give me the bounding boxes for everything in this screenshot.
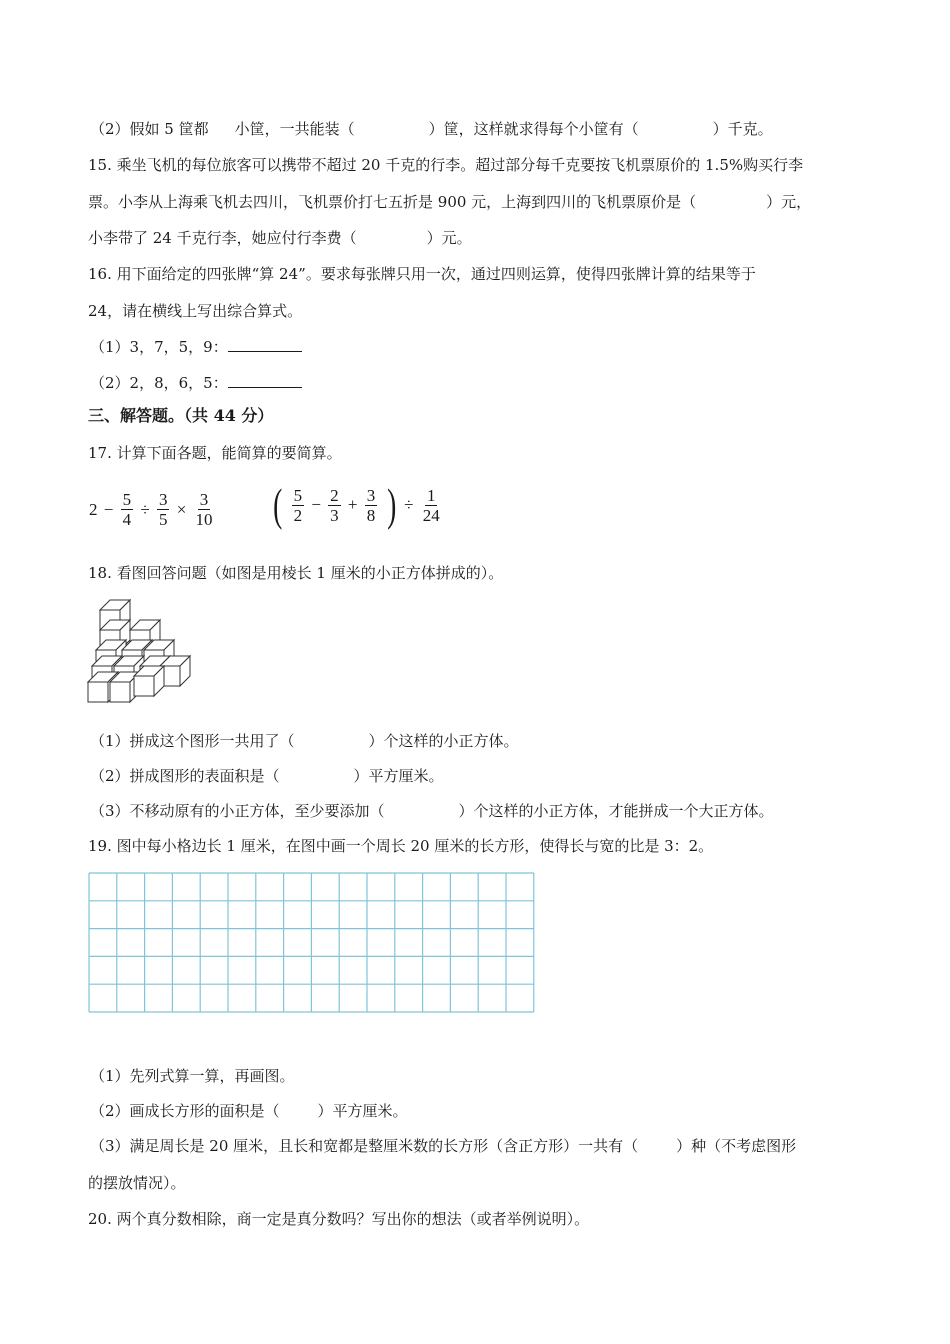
q14-part2 bbox=[90, 119, 773, 139]
q15-line-1: 15. 乘坐飞机的每位旅客可以携带不超过 20 千克的行李。超过部分每千克要按飞机票原价的 1.5%购买行李 bbox=[88, 156, 804, 174]
q20-text: 20. 两个真分数相除，商一定是真分数吗？写出你的想法（或者举例说明）。 bbox=[88, 1210, 590, 1228]
expr1-f2-num: 3 bbox=[158, 490, 168, 509]
expr2-divide: ÷ bbox=[404, 495, 414, 514]
expr2-plus: + bbox=[347, 495, 358, 514]
q19-p2-text-a: （2）画成长方形的面积是（ bbox=[90, 1102, 280, 1120]
expr2-f4-den: 24 bbox=[422, 505, 440, 525]
expr2-f3-den: 8 bbox=[366, 505, 376, 525]
q19-part3-cont: 的摆放情况）。 bbox=[88, 1174, 186, 1192]
q19-p3-text-b: ）种（不考虑图形 bbox=[676, 1137, 797, 1155]
q14-text-b: 小筐，一共能装（ bbox=[234, 120, 355, 138]
q18-p3-text-b: ）个这样的小正方体，才能拼成一个大正方体。 bbox=[458, 802, 774, 820]
q14-text-d: ）千克。 bbox=[712, 120, 773, 138]
expr1-divide: ÷ bbox=[140, 499, 150, 519]
q17-expression-2 bbox=[270, 479, 444, 530]
q18-p3-text-a: （3）不移动原有的小正方体，至少要添加（ bbox=[90, 802, 385, 820]
expr2-f2-num: 2 bbox=[330, 485, 339, 505]
q16-line-2: 24，请在横线上写出综合算式。 bbox=[88, 302, 303, 320]
expr1-f1-num: 5 bbox=[122, 490, 132, 509]
section-3-title: 三、解答题。（共 44 分） bbox=[88, 406, 274, 425]
q18-p2-text-a: （2）拼成图形的表面积是（ bbox=[90, 767, 280, 785]
q15-line-2 bbox=[88, 192, 811, 212]
q17-text: 17. 计算下面各题，能简算的要简算。 bbox=[88, 444, 342, 462]
q16-part1 bbox=[90, 337, 302, 357]
cube-stack-figure bbox=[84, 592, 194, 704]
expr2-fraction-1 bbox=[292, 486, 305, 525]
q19-p3-text-a: （3）满足周长是 20 厘米，且长和宽都是整厘米数的长方形（含正方形）一共有（ bbox=[90, 1137, 639, 1155]
q15-text-d: ）元。 bbox=[426, 229, 472, 247]
expr1-minus: − bbox=[103, 499, 114, 519]
expr2-right-paren: ) bbox=[386, 479, 396, 530]
q18-p1-text-a: （1）拼成这个图形一共用了（ bbox=[90, 732, 295, 750]
q15-line-3 bbox=[88, 228, 472, 248]
q15-text-c: 小李带了 24 千克行李，她应付行李费（ bbox=[88, 229, 357, 247]
expr1-f3-num: 3 bbox=[199, 490, 209, 509]
expr2-f3-num: 3 bbox=[366, 485, 376, 505]
expr1-times: × bbox=[176, 499, 187, 519]
q16-p2-text: （2）2，8，6，5： bbox=[90, 374, 228, 392]
square-grid[interactable] bbox=[88, 872, 536, 1014]
q18-part3 bbox=[90, 801, 774, 821]
q18-p2-text-b: ）平方厘米。 bbox=[353, 767, 444, 785]
q16-answer-line-1[interactable] bbox=[228, 337, 302, 352]
q18-text: 18. 看图回答问题（如图是用棱长 1 厘米的小正方体拼成的）。 bbox=[88, 564, 504, 582]
q18-part2 bbox=[90, 766, 444, 786]
q19-text: 19. 图中每小格边长 1 厘米，在图中画一个周长 20 厘米的长方形，使得长与宽的比是 3：2。 bbox=[88, 837, 714, 855]
q18-part1 bbox=[90, 731, 519, 751]
q16-answer-line-2[interactable] bbox=[228, 373, 302, 388]
q17-expression-1 bbox=[88, 490, 217, 529]
q19-part3 bbox=[90, 1136, 796, 1156]
expr2-fraction-4 bbox=[421, 486, 442, 525]
q19-p2-text-b: ）平方厘米。 bbox=[317, 1102, 408, 1120]
expr2-left-paren: ( bbox=[273, 479, 283, 530]
expr1-fraction-2 bbox=[157, 490, 170, 529]
expr2-f4-num: 1 bbox=[426, 485, 436, 505]
q14-text-a: （2）假如 5 筐都 bbox=[90, 120, 209, 138]
expr1-fraction-1 bbox=[121, 490, 134, 529]
q16-p1-text: （1）3，7，5，9： bbox=[90, 338, 228, 356]
expr2-f2-den: 3 bbox=[330, 505, 339, 525]
q15-text-b: ）元， bbox=[766, 193, 812, 211]
q16-part2 bbox=[90, 373, 302, 393]
q19-part2 bbox=[90, 1101, 408, 1121]
q19-part1: （1）先列式算一算，再画图。 bbox=[90, 1067, 295, 1085]
q15-text-a: 票。小李从上海乘飞机去四川，飞机票价打七五折是 900 元，上海到四川的飞机票原价是（ bbox=[88, 193, 697, 211]
expr1-f3-den: 10 bbox=[195, 510, 213, 529]
expr1-f2-den: 5 bbox=[158, 510, 168, 529]
q14-text-c: ）筐，这样就求得每个小筐有（ bbox=[428, 120, 639, 138]
expr2-fraction-2 bbox=[328, 486, 341, 525]
expr1-fraction-3 bbox=[194, 490, 215, 529]
expr2-f1-den: 2 bbox=[293, 505, 303, 525]
q16-line-1: 16. 用下面给定的四张牌“算 24”。要求每张牌只用一次，通过四则运算，使得四张牌计算的结果等于 bbox=[88, 265, 756, 283]
q18-p1-text-b: ）个这样的小正方体。 bbox=[368, 732, 519, 750]
expr2-fraction-3 bbox=[365, 486, 378, 525]
expr2-f1-num: 5 bbox=[293, 485, 303, 505]
expr2-minus: − bbox=[311, 495, 321, 514]
expr1-f1-den: 4 bbox=[122, 510, 132, 529]
expr1-lead: 2 bbox=[89, 499, 98, 519]
